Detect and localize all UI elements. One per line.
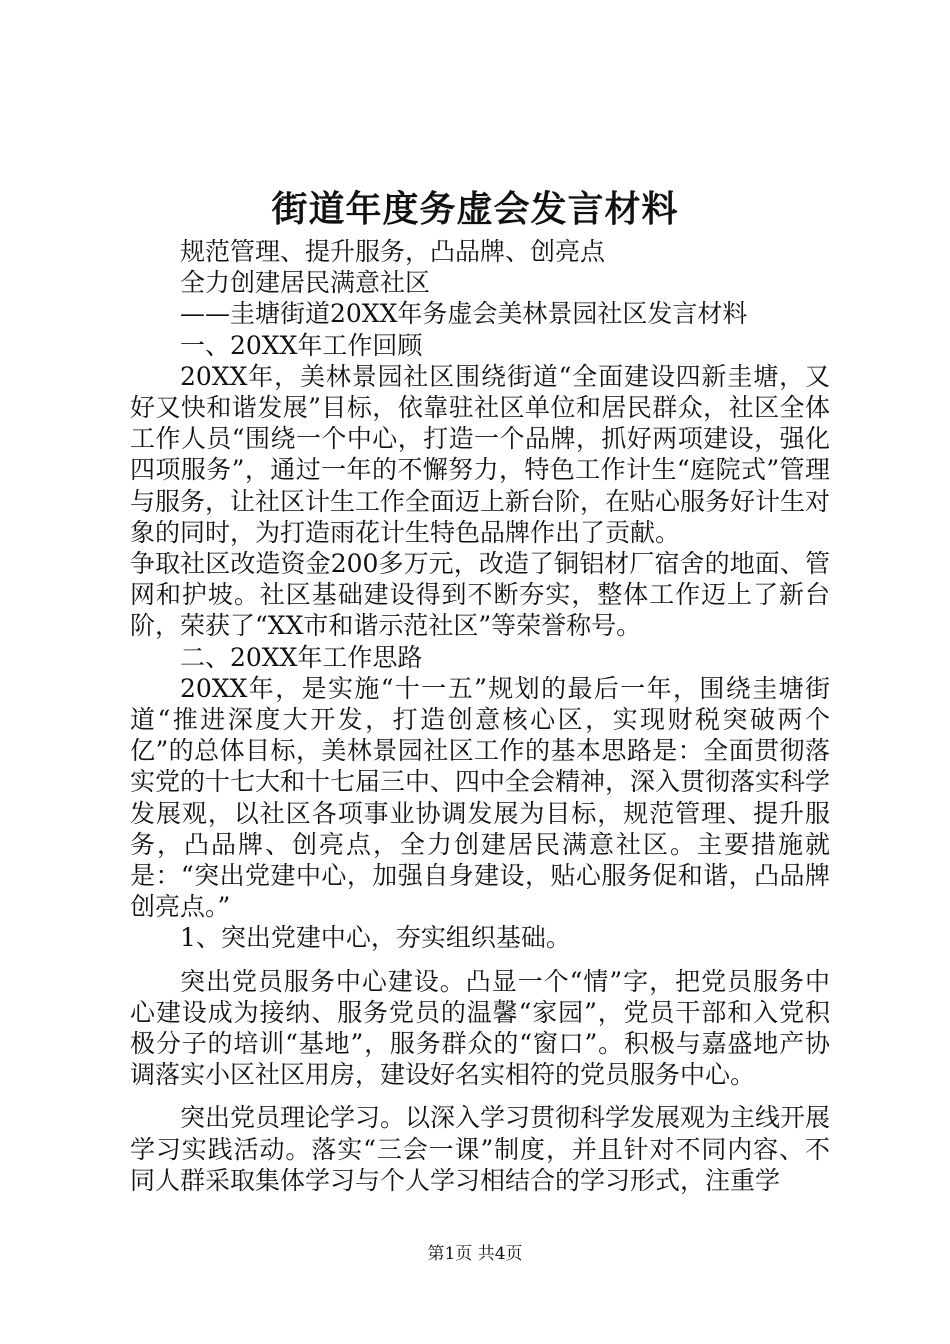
section-2-heading: 二、20XX年工作思路: [180, 642, 423, 672]
subtitle-line-3: ——圭塘街道20XX年务虚会美林景园社区发言材料: [180, 299, 748, 329]
document-body: [130, 236, 830, 1196]
section-1-paragraph-1: 20XX年，美林景园社区围绕街道“全面建设四新圭塘，又好又快和谐发展”目标，依靠驻社区单位和居民群众，社区全体工作人员“围绕一个中心，打造一个品牌，抓好两项建设，强化四项服务”，通过一年的不懈努力，特色工作计生“庭院式”管理与服务，让社区计生工作全面迈上新台阶，在贴心服务好计生对象的同时，为打造雨花计生特色品牌作出了贡献。: [130, 361, 831, 547]
section-1-heading: 一、20XX年工作回顾: [180, 330, 423, 360]
document-title: 街道年度务虚会发言材料: [271, 188, 679, 230]
subtitle-line-2: 全力创建居民满意社区: [180, 268, 431, 298]
section-1-paragraph-2: 争取社区改造资金200多万元，改造了铜铝材厂宿舍的地面、管网和护坡。社区基础建设得到不断夯实，整体工作迈上了新台阶，荣获了“XX市和谐示范社区”等荣誉称号。: [130, 549, 830, 641]
section-2-paragraph-1: 20XX年，是实施“十一五”规划的最后一年，围绕圭塘街道“推进深度大开发，打造创意核心区，实现财税突破两个亿”的总体目标，美林景园社区工作的基本思路是：全面贯彻落实党的十七大和十七届三中、四中全会精神，深入贯彻落实科学发展观，以社区各项事业协调发展为目标，规范管理、提升服务，凸品牌、创亮点，全力创建居民满意社区。主要措施就是：“突出党建中心，加强自身建设，贴心服务促和谐，凸品牌创亮点。”: [130, 673, 831, 922]
item-1-heading: 1、突出党建中心，夯实组织基础。: [180, 923, 571, 953]
item-1-paragraph-1: 突出党员服务中心建设。凸显一个“情”字，把党员服务中心建设成为接纳、服务党员的温馨“家园”，党员干部和入党积极分子的培训“基地”，服务群众的“窗口”。积极与嘉盛地产协调落实小区社区用房，建设好名实相符的党员服务中心。: [130, 966, 830, 1090]
item-1-paragraph-2: 突出党员理论学习。以深入学习贯彻科学发展观为主线开展学习实践活动。落实“三会一课”制度，并且针对不同内容、不同人群采取集体学习与个人学习相结合的学习形式，注重学: [130, 1103, 831, 1195]
subtitle-line-1: 规范管理、提升服务，凸品牌、创亮点: [180, 237, 606, 266]
page-indicator: 第1页 共4页: [427, 1244, 523, 1264]
